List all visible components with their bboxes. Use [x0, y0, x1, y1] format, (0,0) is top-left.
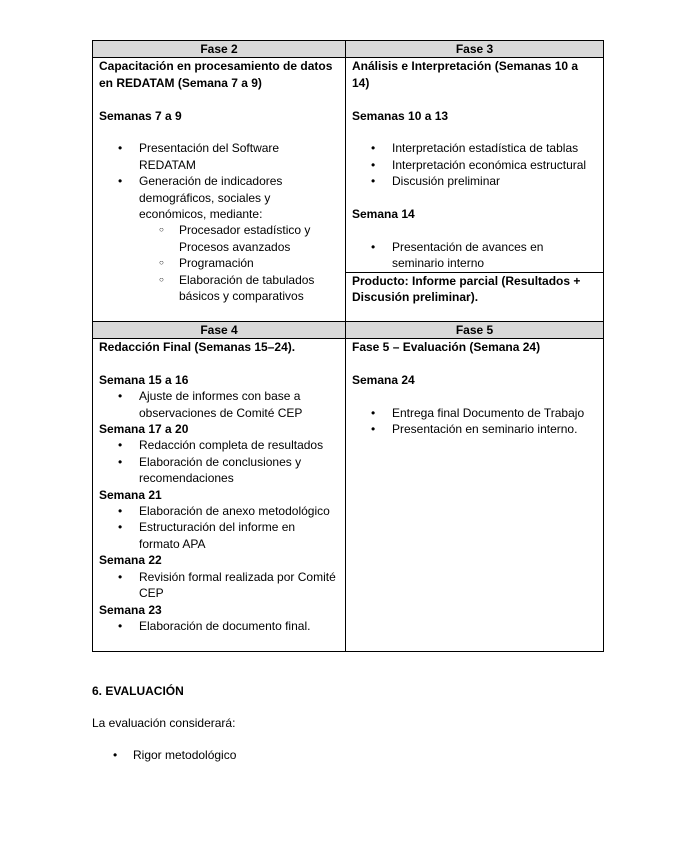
sublist-item: ○ Procesador estadístico y Procesos avanzados	[139, 222, 339, 255]
fase2-subtitle: Semanas 7 a 9	[99, 108, 182, 123]
list-item: • Interpretación económica estructural	[352, 157, 597, 173]
fase2-header: Fase 2	[93, 41, 346, 58]
fase2-cell	[93, 58, 346, 321]
list-item: • Discusión preliminar	[352, 173, 597, 189]
list-item: • Redacción completa de resultados	[99, 437, 339, 453]
fase4-list	[99, 388, 339, 421]
fase4-list	[99, 437, 339, 486]
fase3-header: Fase 3	[346, 41, 604, 58]
list-item: • Entrega final Documento de Trabajo	[352, 405, 597, 421]
fase4-group-label: Semana 15 a 16	[99, 372, 189, 387]
fase3-list-1	[352, 140, 597, 189]
fase2-sublist	[139, 222, 339, 304]
fase4-list	[99, 618, 339, 634]
list-item: • Revisión formal realizada por Comité CEP	[99, 569, 339, 602]
fase5-title: Fase 5 – Evaluación (Semana 24)	[352, 340, 541, 355]
list-item: • Presentación del Software REDATAM	[99, 140, 339, 173]
fase3-title: Análisis e Interpretación (Semanas 10 a 14)	[352, 59, 579, 90]
fase4-list	[99, 503, 339, 552]
fase5-list	[352, 405, 597, 438]
fase5-cell	[346, 339, 604, 652]
section-intro: La evaluación considerará:	[92, 716, 236, 730]
list-item: • Interpretación estadística de tablas	[352, 140, 597, 156]
fase2-list	[99, 140, 339, 304]
fase3-subtitle-2: Semana 14	[352, 207, 415, 222]
fase3-subtitle-1: Semanas 10 a 13	[352, 108, 449, 123]
fase5-subtitle: Semana 24	[352, 372, 415, 387]
phases-table	[92, 40, 604, 652]
fase4-group-label: Semana 17 a 20	[99, 422, 189, 437]
list-item: • Elaboración de anexo metodológico	[99, 503, 339, 519]
list-item: • Rigor metodológico	[92, 748, 236, 762]
fase4-list	[99, 569, 339, 602]
fase4-group-label: Semana 22	[99, 553, 162, 568]
fase3-list-2	[352, 239, 597, 272]
list-item-text: Generación de indicadores demográficos, sociales y económicos, mediante:	[139, 174, 283, 222]
fase3-cell	[346, 58, 604, 272]
fase4-cell	[93, 339, 346, 652]
sublist-item: ○ Elaboración de tabulados básicos y comparativos	[139, 272, 339, 305]
list-item: • Ajuste de informes con base a observaciones de Comité CEP	[99, 388, 339, 421]
list-item: • Elaboración de conclusiones y recomendaciones	[99, 454, 339, 487]
fase3-product: Producto: Informe parcial (Resultados + Discusión preliminar).	[346, 272, 604, 321]
list-item: • Presentación de avances en seminario interno	[352, 239, 597, 272]
fase4-title: Redacción Final (Semanas 15–24).	[99, 340, 296, 355]
list-item: • Elaboración de documento final.	[99, 618, 339, 634]
section-title: 6. EVALUACIÓN	[92, 684, 184, 698]
list-item	[99, 173, 339, 304]
fase4-group-label: Semana 21	[99, 487, 162, 502]
fase4-header: Fase 4	[93, 321, 346, 338]
list-item: • Presentación en seminario interno.	[352, 421, 597, 437]
fase5-header: Fase 5	[346, 321, 604, 338]
fase2-title: Capacitación en procesamiento de datos en REDATAM (Semana 7 a 9)	[99, 59, 333, 90]
list-item: • Estructuración del informe en formato APA	[99, 519, 339, 552]
fase4-group-label: Semana 23	[99, 602, 162, 617]
section-list	[92, 748, 236, 762]
sublist-item: ○ Programación	[139, 255, 339, 271]
